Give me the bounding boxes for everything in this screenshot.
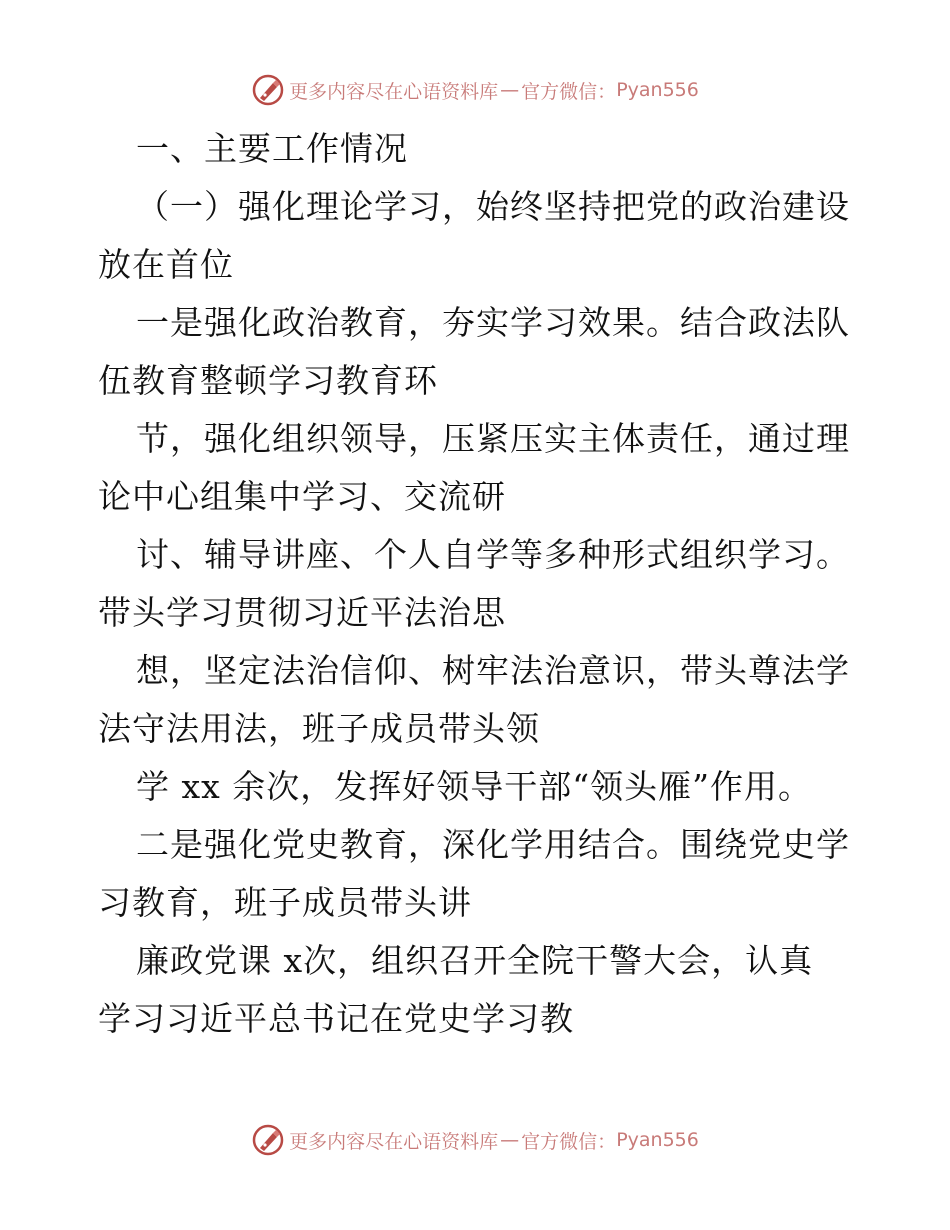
text-line: 一是强化政治教育，夯实学习效果。结合政法队: [136, 303, 850, 342]
text-line: 放在首位: [98, 245, 234, 284]
watermark-header: [0, 70, 950, 110]
text-line: （一）强化理论学习，始终坚持把党的政治建设: [136, 187, 850, 226]
text-line: 习教育，班子成员带头讲: [98, 883, 472, 922]
watermark-separator: —: [500, 79, 520, 101]
text-line: 二是强化党史教育，深化学用结合。围绕党史学: [136, 825, 850, 864]
pen-nib-circle-icon: [251, 1123, 285, 1157]
text-line: 学 xx 余次，发挥好领导干部“领头雁”作用。: [136, 767, 812, 806]
watermark-separator: —: [500, 1129, 520, 1151]
text-line: 论中心组集中学习、交流研: [98, 477, 506, 516]
watermark-handle: Pyan556: [616, 1129, 699, 1151]
text-line: 想，坚定法治信仰、树牢法治意识，带头尊法学: [136, 651, 850, 690]
watermark-handle: Pyan556: [616, 79, 699, 101]
watermark-text: 更多内容尽在心语资料库: [289, 80, 499, 103]
watermark-contact-label: 官方微信：: [521, 80, 617, 103]
text-line: 法守法用法，班子成员带头领: [98, 709, 540, 748]
watermark-contact-label: 官方微信：: [521, 1130, 617, 1153]
text-line: 廉政党课 x次，组织召开全院干警大会，认真: [136, 941, 814, 980]
text-line: 学习习近平总书记在党史学习教: [98, 999, 574, 1038]
text-line: 讨、辅导讲座、个人自学等多种形式组织学习。: [136, 535, 850, 574]
text-line: 伍教育整顿学习教育环: [98, 361, 438, 400]
watermark-footer: [0, 1120, 950, 1160]
watermark-text: 更多内容尽在心语资料库: [289, 1130, 499, 1153]
text-line: 一、主要工作情况: [136, 129, 408, 168]
document-body: [98, 120, 858, 1048]
text-line: 节，强化组织领导，压紧压实主体责任，通过理: [136, 419, 850, 458]
pen-nib-circle-icon: [251, 73, 285, 107]
text-line: 带头学习贯彻习近平法治思: [98, 593, 506, 632]
